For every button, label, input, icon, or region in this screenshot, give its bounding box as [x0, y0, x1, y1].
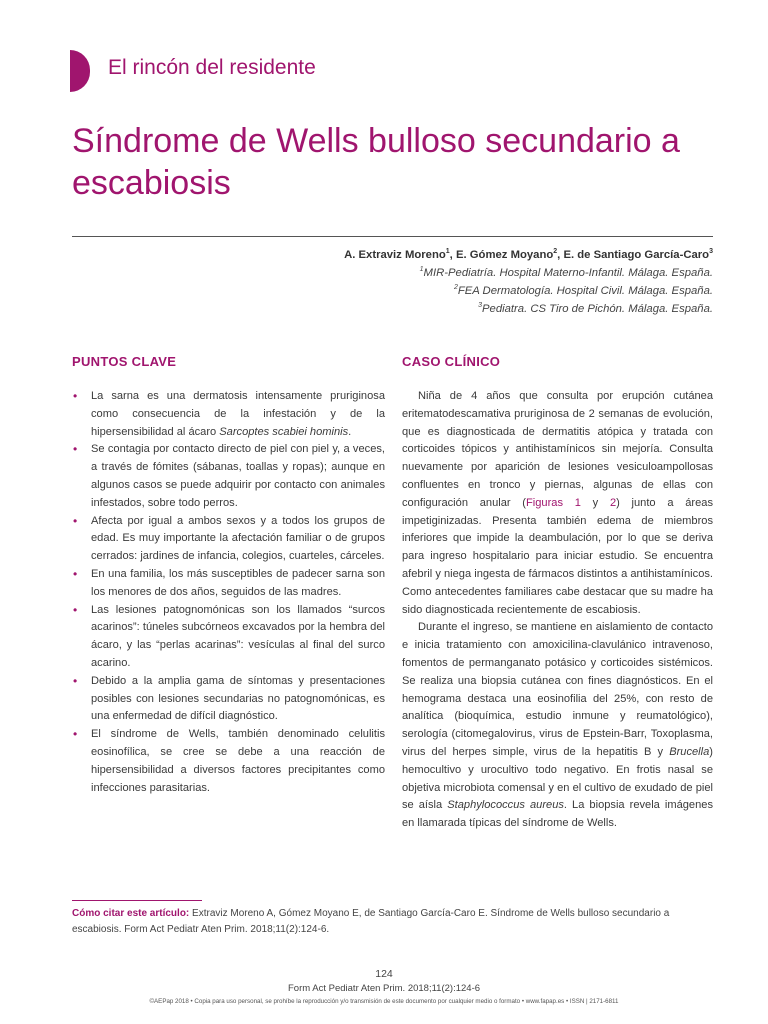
bullet-dot-icon: •	[73, 727, 78, 742]
citation-text: Extraviz Moreno A, Gómez Moyano E, de Santiago García-Caro E. Síndrome de Wells bulloso secundario a escabiosis. Form Act Pediatr Aten Prim. 2018;11(2):124-6.	[72, 908, 670, 935]
puntos-clave-heading: PUNTOS CLAVE	[72, 354, 177, 369]
section-label: El rincón del residente	[108, 56, 316, 79]
article-title: Síndrome de Wells bulloso secundario a escabiosis	[72, 122, 680, 202]
key-point-item: • La sarna es una dermatosis intensamente pruriginosa como consecuencia de la infestación y de la hipersensibilidad al ácaro Sarcoptes scabiei hominis.	[73, 389, 385, 438]
author-sup: 3	[709, 248, 713, 256]
bullet-dot-icon: •	[73, 602, 78, 617]
bullet-dot-icon: •	[73, 673, 78, 688]
caso-clinico-heading: CASO CLÍNICO	[402, 354, 501, 369]
key-point-item: • En una familia, los más susceptibles de padecer sarna son los menores de dos años, seguidos de las madres.	[73, 566, 385, 598]
authors-block	[73, 246, 713, 318]
case-paragraph-1: Niña de 4 años que consulta por erupción cutánea eritematodescamativa pruriginosa de 2 semanas de evolución, que es diagnosticada de dermatitis atópica y tratada con corticoides tópicos y antihistamínicos sin mejoría. Consulta nuevamente por aparición de lesiones vesiculoampollosas confluentes en tronco y piernas, algunas de ellas con configuración anular (Figuras 1 y 2) junto a áreas impetiginizadas. Presenta también edema de miembros inferiores que impide la deambulación, por lo que se deriva para ingreso hospitalario para iniciar estudio. Se encuentra afebril y niega ingesta de fármacos distintos a antihistamínicos. Como antecedentes familiares cabe destacar que su madre ha sido diagnosticada recientemente de escabiosis.	[402, 390, 713, 616]
citation-label: Cómo citar este artículo:	[72, 908, 190, 919]
author-name: E. de Santiago García-Caro	[563, 249, 710, 261]
caso-clinico-column	[402, 388, 713, 833]
author-name: A. Extraviz Moreno	[344, 249, 446, 261]
bullet-dot-icon: •	[73, 389, 78, 403]
puntos-clave-column	[72, 388, 385, 797]
key-point-item: • El síndrome de Wells, también denominado celulitis eosinofílica, se cree se debe a una reacción de hipersensibilidad a diversos factores precipitantes como infecciones parasitarias.	[73, 727, 385, 794]
key-point-item: • Las lesiones patognomónicas son los llamados “surcos acarinos”: túneles subcórneos excavados por la hembra del ácaro, y las “perlas acarinas”: vesículas al final del surco acarino.	[73, 602, 385, 669]
journal-reference: Form Act Pediatr Aten Prim. 2018;11(2):124-6	[287, 983, 481, 994]
key-point-item: • Debido a la amplia gama de síntomas y presentaciones posibles con lesiones secundarias no patognomónicas, es una enfermedad de difícil diagnóstico.	[73, 673, 385, 723]
bullet-dot-icon: •	[73, 566, 78, 581]
affiliation: $^2$FEA Dermatología. Hospital Civil. Málaga. España.	[453, 284, 713, 297]
affiliation: $^3$Pediatra. CS Tiro de Pichón. Málaga. España.	[478, 302, 713, 315]
bullet-dot-icon: •	[73, 442, 78, 457]
title-divider	[72, 236, 713, 237]
bullet-dot-icon: •	[73, 513, 78, 528]
key-point-item: • Se contagia por contacto directo de piel con piel y, a veces, a través de fómites (sábanas, toallas y ropas); aunque en algunos casos se puede adquirir por contacto con animales infestados, sobre todo perros.	[73, 442, 385, 509]
author-sup: 1	[445, 248, 450, 256]
author-name: E. Gómez Moyano	[455, 249, 554, 261]
author-sup: 2	[553, 248, 558, 256]
case-paragraph-2: Durante el ingreso, se mantiene en aislamiento de contacto e inicia tratamiento con amoxicilina-clavulánico intravenoso, fomentos de permanganato potásico y corticoides sistémicos. Se realiza una biopsia cutánea con fines diagnósticos. En el hemograma destaca una eosinofilia del 25%, con resto de analítica (bioquímica, estudio inmune y reumatológico), serología (citomegalovirus, virus de Epstein-Barr, Toxoplasma, virus del herpes simple, virus de la hepatitis B y Brucella) hemocultivo y urocultivo todo negativo. En frotis nasal se objetiva microbiota comensal y en el cultivo de exudado de piel se aísla Staphylococcus aureus. La biopsia revela imágenes en llamarada típicas del síndrome de Wells.	[402, 621, 713, 830]
citation-block	[72, 906, 717, 938]
key-point-item: • Afecta por igual a ambos sexos y a todos los grupos de edad. Es muy importante la afectación familiar o de grupos cerrados: jardines de infancia, colegios, cuarteles, cárceles.	[73, 513, 385, 563]
page-number: 124	[375, 968, 393, 980]
copyright-notice: ©AEPap 2018 • Copia para uso personal, se prohíbe la reproducción y/o transmisión de este documento por cualquier medio o formato • www.fapap.es • ISSN | 2171-6811	[149, 998, 619, 1005]
section-marker-shape	[70, 50, 90, 92]
figure-1-link[interactable]: Figuras 1	[526, 496, 581, 509]
author-names: A. Extraviz Moreno$^1$, E. Gómez Moyano$^2$, E. de Santiago García-Caro$^3$	[344, 248, 713, 261]
key-points-list	[72, 388, 385, 797]
affiliation: $^1$MIR-Pediatría. Hospital Materno-Infantil. Málaga. España.	[419, 266, 713, 279]
figure-2-link[interactable]: 2	[609, 496, 617, 509]
citation-divider	[72, 900, 202, 901]
